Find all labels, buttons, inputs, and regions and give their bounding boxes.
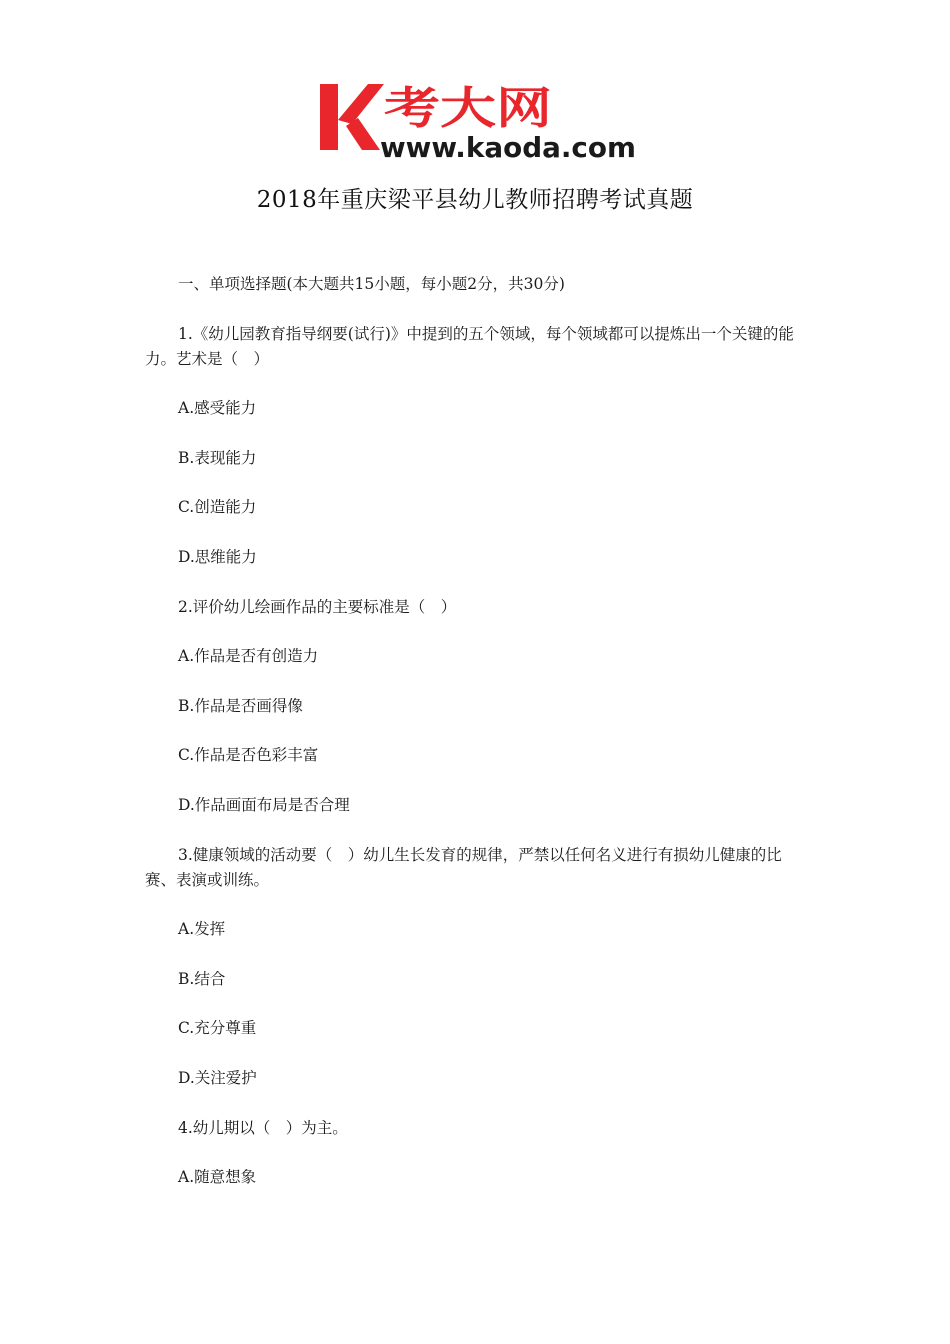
question-2-option-a: A.作品是否有创造力 (178, 647, 319, 666)
section-heading: 一、单项选择题(本大题共15小题，每小题2分，共30分) (178, 275, 565, 293)
kaoda-logo-graphic (318, 76, 642, 166)
question-1-stem: 1.《幼儿园教育指导纲要(试行)》中提到的五个领域，每个领域都可以提炼出一个关键的能力。艺术是（ ） (145, 324, 794, 368)
question-2-option-d: D.作品画面布局是否合理 (178, 795, 350, 814)
question-2-option-b: B.作品是否画得像 (178, 696, 303, 715)
question-1-option-a: A.感受能力 (178, 399, 257, 418)
question-3-option-c: C.充分尊重 (178, 1019, 257, 1038)
question-4-option-a: A.随意想象 (178, 1168, 257, 1187)
logo-k-leg (346, 118, 380, 150)
question-3-stem: 3.健康领域的活动要（ ）幼儿生长发育的规律，严禁以任何名义进行有损幼儿健康的比赛、表演或训练。 (145, 845, 782, 889)
logo-url: www.kaoda.com (380, 131, 636, 164)
document-body (145, 272, 809, 1215)
kaoda-logo (318, 76, 642, 166)
question-2-stem: 2.评价幼儿绘画作品的主要标准是（ ） (178, 597, 457, 616)
question-1-option-d: D.思维能力 (178, 547, 257, 566)
question-3-option-b: B.结合 (178, 969, 226, 988)
question-1-option-b: B.表现能力 (178, 448, 257, 467)
question-3-option-a: A.发挥 (178, 920, 226, 939)
logo-k-stem (320, 84, 338, 150)
logo-brand-cn: 考大网 (384, 83, 552, 134)
logo-k-arm (338, 84, 384, 124)
question-4-stem: 4.幼儿期以（ ）为主。 (178, 1118, 348, 1137)
question-2-option-c: C.作品是否色彩丰富 (178, 746, 319, 765)
question-3-option-d: D.关注爱护 (178, 1068, 257, 1087)
question-1-option-c: C.创造能力 (178, 498, 257, 517)
page-title: 2018年重庆梁平县幼儿教师招聘考试真题 (256, 187, 694, 213)
